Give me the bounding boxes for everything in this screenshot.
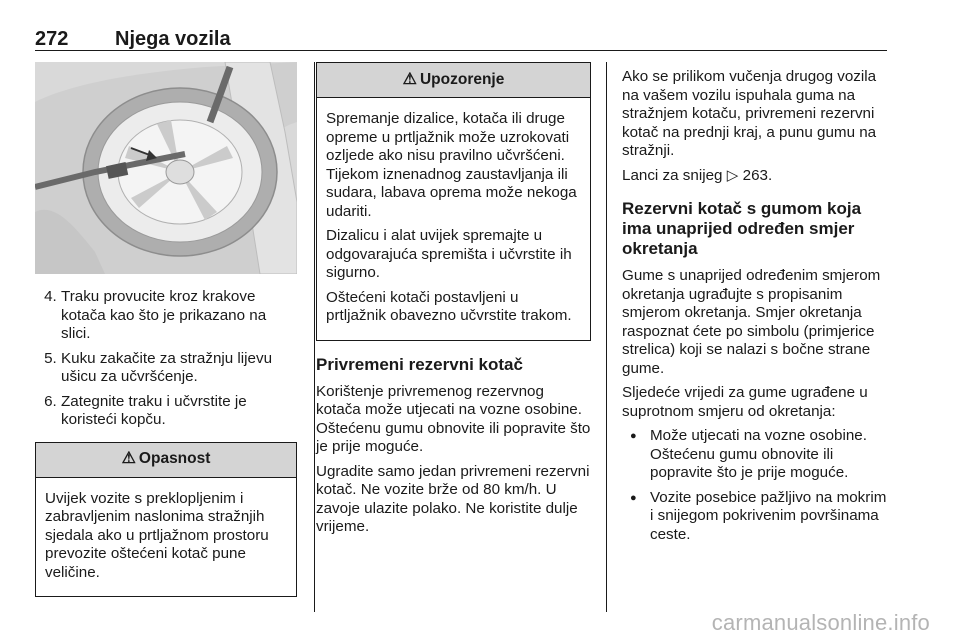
page-reference-arrow-icon: ▷	[726, 166, 739, 184]
page-header	[35, 28, 887, 51]
column-1	[35, 62, 297, 597]
watermark: carmanualsonline.info	[711, 610, 930, 635]
danger-box-title: Opasnost	[138, 450, 211, 468]
paragraph: Ugradite samo jedan privremeni rezervni kotač. Ne vozite brže od 80 km/h. U zavoje ulazite polako. Ne koristite dulje vrijeme.	[316, 462, 590, 535]
warning-triangle-icon: ⚠	[402, 70, 417, 88]
spare-wheel-strap-illustration	[35, 62, 297, 274]
danger-box	[35, 442, 297, 598]
column-divider	[606, 62, 607, 612]
trunk-wheel-drawing	[35, 62, 297, 274]
danger-box-body	[36, 478, 296, 597]
danger-box-text: Uvijek vozite s preklopljenim i zabravljenim naslonima stražnjih sjedala ako u prtljažnom prostoru prevozite oštećeni kotač pune veličine.	[45, 489, 269, 581]
snow-chains-reference	[622, 167, 888, 186]
column-3	[622, 62, 888, 550]
column-divider	[314, 62, 315, 612]
paragraph: Sljedeće vrijedi za gume ugrađene u suprotnom smjeru od okretanja:	[622, 384, 868, 420]
warning-paragraph: Dizalicu i alat uvijek spremajte u odgovarajuća spremišta i učvrstite ih sigurno.	[326, 227, 572, 281]
warning-box-body	[317, 98, 590, 340]
list-item: ● Može utjecati na vozne osobine. Oštećenu gumu obnovite ili popravite što je prije moguće.	[650, 427, 888, 483]
step-5: 5. Kuku zakačite za stražnju lijevu ušicu za učvršćenje.	[61, 350, 297, 387]
snow-chains-text: Lanci za snijeg	[622, 166, 723, 184]
step-4: 4. Traku provucite kroz krakove kotača kao što je prikazano na slici.	[61, 288, 297, 344]
bullet-list	[622, 427, 888, 544]
paragraph: Korištenje privremenog rezervnog kotača može utjecati na vozne osobine. Oštećenu gumu obnovite ili popravite što je prije moguće.	[316, 382, 591, 455]
warning-box-header	[317, 63, 590, 98]
warning-box-title: Upozorenje	[419, 70, 505, 88]
warning-paragraph: Oštećeni kotači postavljeni u prtljažnik obavezno učvrstite trakom.	[326, 288, 572, 324]
instruction-steps	[35, 288, 297, 430]
warning-box	[316, 62, 591, 341]
chapter-title: Njega vozila	[115, 28, 231, 50]
warning-paragraph: Spremanje dizalice, kotača ili druge opreme u prtljažnik može uzrokovati ozljede ako nisu pravilno učvršćeni. Tijekom iznenadnog zaustavljanja ili sudara, labava oprema može nekoga udariti.	[326, 110, 577, 220]
page-number: 272	[35, 28, 69, 50]
paragraph: Gume s unaprijed određenim smjerom okretanja ugrađujte s propisanim smjerom okretanja. Smjer okretanja raspoznat ćete po simbolu (primjerice strelica) koji se nalazi s bočne strane gume.	[622, 267, 881, 377]
list-item: ● Vozite posebice pažljivo na mokrim i snijegom pokrivenim površinama ceste.	[650, 489, 888, 545]
column-2	[316, 62, 591, 543]
warning-triangle-icon: ⚠	[121, 450, 136, 468]
snow-chains-page-link[interactable]: 263.	[742, 166, 773, 184]
paragraph-intro: Ako se prilikom vučenja drugog vozila na vašem vozilu ispuhala guma na stražnjem kotaču, privremeni rezervni kotač na prednji kraj, a punu gumu na stražnji.	[622, 68, 877, 159]
section-title-temporary-spare: Privremeni rezervni kotač	[316, 354, 523, 374]
section-title-directional-tyre: Rezervni kotač s gumom koja ima unaprijed određen smjer okretanja	[622, 199, 862, 258]
danger-box-header	[36, 443, 296, 478]
step-6: 6. Zategnite traku i učvrstite je koristeći kopču.	[61, 393, 297, 430]
